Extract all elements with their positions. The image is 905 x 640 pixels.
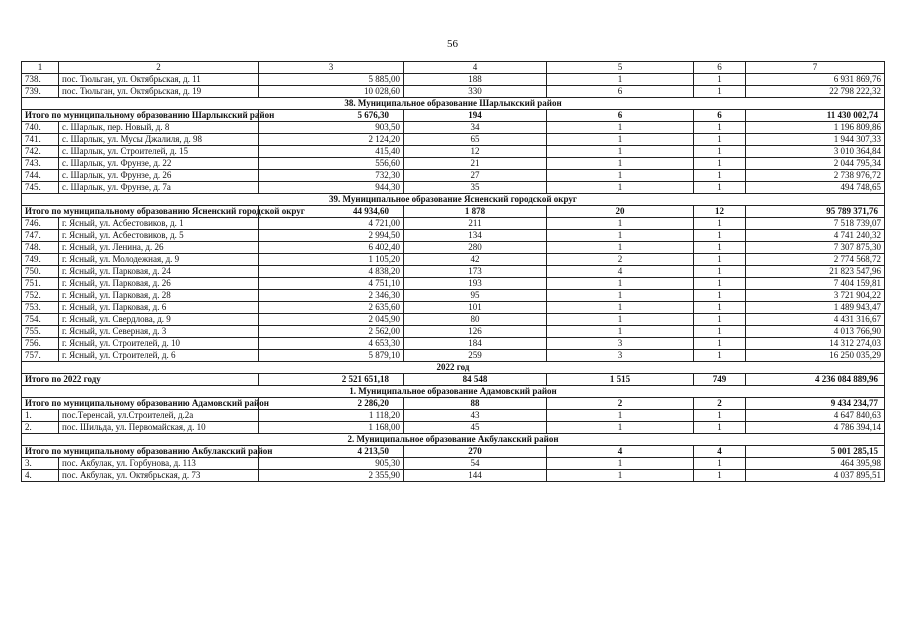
table-row [22, 74, 885, 86]
address: г. Ясный, ул. Асбестовиков, д. 5 [59, 230, 259, 242]
total-c4: 270 [404, 446, 547, 458]
table-row [22, 242, 885, 254]
cell-c5: 6 [547, 86, 694, 98]
row-number: 741. [22, 134, 59, 146]
total-c5: 20 [547, 206, 694, 218]
address: г. Ясный, ул. Асбестовиков, д. 1 [59, 218, 259, 230]
cell-c4: 259 [404, 350, 547, 362]
cell-c7: 4 786 394,14 [746, 422, 885, 434]
total-row [22, 398, 885, 410]
total-row [22, 446, 885, 458]
total-c5: 6 [547, 110, 694, 122]
cell-c3: 2 124,20 [259, 134, 404, 146]
cell-c4: 330 [404, 86, 547, 98]
total-c6: 4 [694, 446, 746, 458]
table-row [22, 146, 885, 158]
total-c3: 44 934,60 [259, 206, 404, 218]
cell-c5: 1 [547, 422, 694, 434]
cell-c6: 1 [694, 302, 746, 314]
cell-c6: 1 [694, 470, 746, 482]
row-number: 755. [22, 326, 59, 338]
cell-c3: 2 994,50 [259, 230, 404, 242]
cell-c7: 3 721 904,22 [746, 290, 885, 302]
cell-c5: 1 [547, 74, 694, 86]
cell-c7: 1 944 307,33 [746, 134, 885, 146]
total-row [22, 206, 885, 218]
row-number: 756. [22, 338, 59, 350]
table-row [22, 290, 885, 302]
table-row [22, 266, 885, 278]
cell-c6: 1 [694, 146, 746, 158]
cell-c4: 54 [404, 458, 547, 470]
address: с. Шарлык, ул. Фрунзе, д. 7а [59, 182, 259, 194]
table-row [22, 410, 885, 422]
cell-c5: 1 [547, 278, 694, 290]
row-number: 753. [22, 302, 59, 314]
cell-c5: 1 [547, 410, 694, 422]
cell-c4: 95 [404, 290, 547, 302]
address: г. Ясный, ул. Молодежная, д. 9 [59, 254, 259, 266]
cell-c5: 1 [547, 158, 694, 170]
cell-c7: 1 489 943,47 [746, 302, 885, 314]
cell-c4: 42 [404, 254, 547, 266]
cell-c5: 1 [547, 458, 694, 470]
page-number: 56 [447, 38, 458, 50]
column-number: 7 [746, 62, 885, 74]
row-number: 742. [22, 146, 59, 158]
cell-c3: 1 105,20 [259, 254, 404, 266]
cell-c3: 5 879,10 [259, 350, 404, 362]
total-label: Итого по муниципальному образованию Адамовский район [22, 398, 259, 410]
cell-c7: 4 037 895,51 [746, 470, 885, 482]
total-c3: 2 286,20 [259, 398, 404, 410]
address: пос. Шильда, ул. Первомайская, д. 10 [59, 422, 259, 434]
row-number: 757. [22, 350, 59, 362]
cell-c3: 6 402,40 [259, 242, 404, 254]
total-c4: 1 878 [404, 206, 547, 218]
row-number: 740. [22, 122, 59, 134]
cell-c4: 101 [404, 302, 547, 314]
cell-c6: 1 [694, 410, 746, 422]
cell-c7: 21 823 547,96 [746, 266, 885, 278]
cell-c5: 1 [547, 218, 694, 230]
cell-c6: 1 [694, 134, 746, 146]
cell-c4: 12 [404, 146, 547, 158]
cell-c6: 1 [694, 254, 746, 266]
table-row [22, 182, 885, 194]
cell-c5: 1 [547, 134, 694, 146]
address: пос.Теренсай, ул.Строителей, д.2а [59, 410, 259, 422]
column-number: 6 [694, 62, 746, 74]
cell-c6: 1 [694, 122, 746, 134]
address: г. Ясный, ул. Строителей, д. 10 [59, 338, 259, 350]
cell-c5: 1 [547, 470, 694, 482]
cell-c7: 2 738 976,72 [746, 170, 885, 182]
address: с. Шарлык, ул. Строителей, д. 15 [59, 146, 259, 158]
cell-c4: 280 [404, 242, 547, 254]
row-number: 745. [22, 182, 59, 194]
row-number: 754. [22, 314, 59, 326]
cell-c3: 556,60 [259, 158, 404, 170]
total-label: Итого по муниципальному образованию Ясненский городской округ [22, 206, 259, 218]
cell-c5: 1 [547, 230, 694, 242]
cell-c4: 43 [404, 410, 547, 422]
total-c3: 2 521 651,18 [259, 374, 404, 386]
total-c4: 88 [404, 398, 547, 410]
address: с. Шарлык, ул. Мусы Джалиля, д. 98 [59, 134, 259, 146]
cell-c3: 944,30 [259, 182, 404, 194]
cell-c4: 35 [404, 182, 547, 194]
table-row [22, 338, 885, 350]
section-heading-row [22, 386, 885, 398]
address: г. Ясный, ул. Парковая, д. 24 [59, 266, 259, 278]
section-heading: 38. Муниципальное образование Шарлыкский район [22, 98, 885, 110]
row-number: 752. [22, 290, 59, 302]
section-heading-row [22, 434, 885, 446]
address: г. Ясный, ул. Северная, д. 3 [59, 326, 259, 338]
cell-c6: 1 [694, 278, 746, 290]
total-label: Итого по муниципальному образованию Акбулакский район [22, 446, 259, 458]
cell-c6: 1 [694, 230, 746, 242]
cell-c4: 80 [404, 314, 547, 326]
cell-c4: 173 [404, 266, 547, 278]
column-number: 2 [59, 62, 259, 74]
section-heading: 2022 год [22, 362, 885, 374]
column-number-row [22, 62, 885, 74]
cell-c4: 211 [404, 218, 547, 230]
address: г. Ясный, ул. Парковая, д. 28 [59, 290, 259, 302]
cell-c7: 494 748,65 [746, 182, 885, 194]
cell-c4: 65 [404, 134, 547, 146]
cell-c3: 903,50 [259, 122, 404, 134]
table-row [22, 134, 885, 146]
table-row [22, 314, 885, 326]
address: г. Ясный, ул. Строителей, д. 6 [59, 350, 259, 362]
table-row [22, 230, 885, 242]
cell-c5: 1 [547, 314, 694, 326]
total-c6: 12 [694, 206, 746, 218]
cell-c4: 126 [404, 326, 547, 338]
cell-c6: 1 [694, 350, 746, 362]
cell-c5: 3 [547, 350, 694, 362]
data-table [21, 61, 885, 482]
cell-c3: 415,40 [259, 146, 404, 158]
total-row [22, 374, 885, 386]
cell-c6: 1 [694, 242, 746, 254]
address: г. Ясный, ул. Парковая, д. 26 [59, 278, 259, 290]
total-c6: 6 [694, 110, 746, 122]
cell-c4: 134 [404, 230, 547, 242]
row-number: 746. [22, 218, 59, 230]
address: пос. Тюльган, ул. Октябрьская, д. 11 [59, 74, 259, 86]
cell-c3: 4 653,30 [259, 338, 404, 350]
total-c7: 95 789 371,76 [746, 206, 885, 218]
table-row [22, 350, 885, 362]
cell-c7: 4 431 316,67 [746, 314, 885, 326]
cell-c7: 7 404 159,81 [746, 278, 885, 290]
row-number: 738. [22, 74, 59, 86]
cell-c7: 6 931 869,76 [746, 74, 885, 86]
cell-c3: 1 168,00 [259, 422, 404, 434]
cell-c4: 184 [404, 338, 547, 350]
cell-c6: 1 [694, 86, 746, 98]
cell-c5: 1 [547, 242, 694, 254]
cell-c4: 188 [404, 74, 547, 86]
row-number: 2. [22, 422, 59, 434]
cell-c5: 1 [547, 170, 694, 182]
cell-c3: 1 118,20 [259, 410, 404, 422]
address: пос. Акбулак, ул. Горбунова, д. 113 [59, 458, 259, 470]
cell-c5: 4 [547, 266, 694, 278]
row-number: 747. [22, 230, 59, 242]
total-c6: 2 [694, 398, 746, 410]
total-c3: 5 676,30 [259, 110, 404, 122]
cell-c6: 1 [694, 314, 746, 326]
cell-c4: 21 [404, 158, 547, 170]
row-number: 750. [22, 266, 59, 278]
address: г. Ясный, ул. Ленина, д. 26 [59, 242, 259, 254]
row-number: 751. [22, 278, 59, 290]
cell-c6: 1 [694, 290, 746, 302]
row-number: 4. [22, 470, 59, 482]
table-row [22, 218, 885, 230]
cell-c7: 1 196 809,86 [746, 122, 885, 134]
total-c7: 4 236 084 889,96 [746, 374, 885, 386]
cell-c5: 1 [547, 302, 694, 314]
cell-c5: 1 [547, 290, 694, 302]
cell-c5: 2 [547, 254, 694, 266]
address: г. Ясный, ул. Свердлова, д. 9 [59, 314, 259, 326]
cell-c7: 2 774 568,72 [746, 254, 885, 266]
table-row [22, 302, 885, 314]
address: с. Шарлык, пер. Новый, д. 8 [59, 122, 259, 134]
address: с. Шарлык, ул. Фрунзе, д. 22 [59, 158, 259, 170]
section-heading: 1. Муниципальное образование Адамовский район [22, 386, 885, 398]
cell-c7: 7 307 875,30 [746, 242, 885, 254]
cell-c7: 14 312 274,03 [746, 338, 885, 350]
total-row [22, 110, 885, 122]
cell-c3: 4 751,10 [259, 278, 404, 290]
cell-c7: 2 044 795,34 [746, 158, 885, 170]
cell-c5: 3 [547, 338, 694, 350]
cell-c6: 1 [694, 218, 746, 230]
table-row [22, 278, 885, 290]
cell-c3: 2 635,60 [259, 302, 404, 314]
table-row [22, 326, 885, 338]
total-c7: 5 001 285,15 [746, 446, 885, 458]
row-number: 749. [22, 254, 59, 266]
cell-c6: 1 [694, 74, 746, 86]
row-number: 1. [22, 410, 59, 422]
cell-c5: 1 [547, 122, 694, 134]
total-c5: 4 [547, 446, 694, 458]
column-number: 3 [259, 62, 404, 74]
cell-c7: 4 647 840,63 [746, 410, 885, 422]
table-row [22, 170, 885, 182]
total-c5: 2 [547, 398, 694, 410]
section-heading-row [22, 362, 885, 374]
section-heading-row [22, 98, 885, 110]
cell-c3: 2 346,30 [259, 290, 404, 302]
cell-c6: 1 [694, 422, 746, 434]
column-number: 1 [22, 62, 59, 74]
cell-c6: 1 [694, 158, 746, 170]
cell-c7: 464 395,98 [746, 458, 885, 470]
address: с. Шарлык, ул. Фрунзе, д. 26 [59, 170, 259, 182]
cell-c6: 1 [694, 170, 746, 182]
cell-c5: 1 [547, 182, 694, 194]
column-number: 5 [547, 62, 694, 74]
cell-c4: 45 [404, 422, 547, 434]
table-row [22, 458, 885, 470]
cell-c6: 1 [694, 326, 746, 338]
cell-c7: 4 013 766,90 [746, 326, 885, 338]
row-number: 744. [22, 170, 59, 182]
total-c4: 84 548 [404, 374, 547, 386]
cell-c3: 2 562,00 [259, 326, 404, 338]
total-c5: 1 515 [547, 374, 694, 386]
row-number: 739. [22, 86, 59, 98]
cell-c7: 16 250 035,29 [746, 350, 885, 362]
section-heading-row [22, 194, 885, 206]
total-c3: 4 213,50 [259, 446, 404, 458]
cell-c3: 905,30 [259, 458, 404, 470]
section-heading: 2. Муниципальное образование Акбулакский район [22, 434, 885, 446]
total-label: Итого по 2022 году [22, 374, 259, 386]
address: пос. Акбулак, ул. Октябрьская, д. 73 [59, 470, 259, 482]
row-number: 3. [22, 458, 59, 470]
table-row [22, 122, 885, 134]
cell-c7: 3 010 364,84 [746, 146, 885, 158]
cell-c3: 2 355,90 [259, 470, 404, 482]
cell-c5: 1 [547, 146, 694, 158]
total-c6: 749 [694, 374, 746, 386]
address: г. Ясный, ул. Парковая, д. 6 [59, 302, 259, 314]
section-heading: 39. Муниципальное образование Ясненский городской округ [22, 194, 885, 206]
table-row [22, 158, 885, 170]
cell-c5: 1 [547, 326, 694, 338]
cell-c4: 27 [404, 170, 547, 182]
cell-c3: 2 045,90 [259, 314, 404, 326]
cell-c3: 5 885,00 [259, 74, 404, 86]
cell-c4: 144 [404, 470, 547, 482]
cell-c3: 4 721,00 [259, 218, 404, 230]
column-number: 4 [404, 62, 547, 74]
cell-c7: 4 741 240,32 [746, 230, 885, 242]
table-row [22, 422, 885, 434]
table-row [22, 470, 885, 482]
row-number: 743. [22, 158, 59, 170]
cell-c4: 34 [404, 122, 547, 134]
cell-c7: 7 518 739,07 [746, 218, 885, 230]
table-row [22, 254, 885, 266]
cell-c6: 1 [694, 458, 746, 470]
address: пос. Тюльган, ул. Октябрьская, д. 19 [59, 86, 259, 98]
cell-c3: 4 838,20 [259, 266, 404, 278]
cell-c6: 1 [694, 338, 746, 350]
row-number: 748. [22, 242, 59, 254]
total-c4: 194 [404, 110, 547, 122]
cell-c7: 22 798 222,32 [746, 86, 885, 98]
total-c7: 11 430 002,74 [746, 110, 885, 122]
cell-c4: 193 [404, 278, 547, 290]
cell-c6: 1 [694, 182, 746, 194]
cell-c6: 1 [694, 266, 746, 278]
table-row [22, 86, 885, 98]
cell-c3: 10 028,60 [259, 86, 404, 98]
total-c7: 9 434 234,77 [746, 398, 885, 410]
total-label: Итого по муниципальному образованию Шарлыкский район [22, 110, 259, 122]
cell-c3: 732,30 [259, 170, 404, 182]
